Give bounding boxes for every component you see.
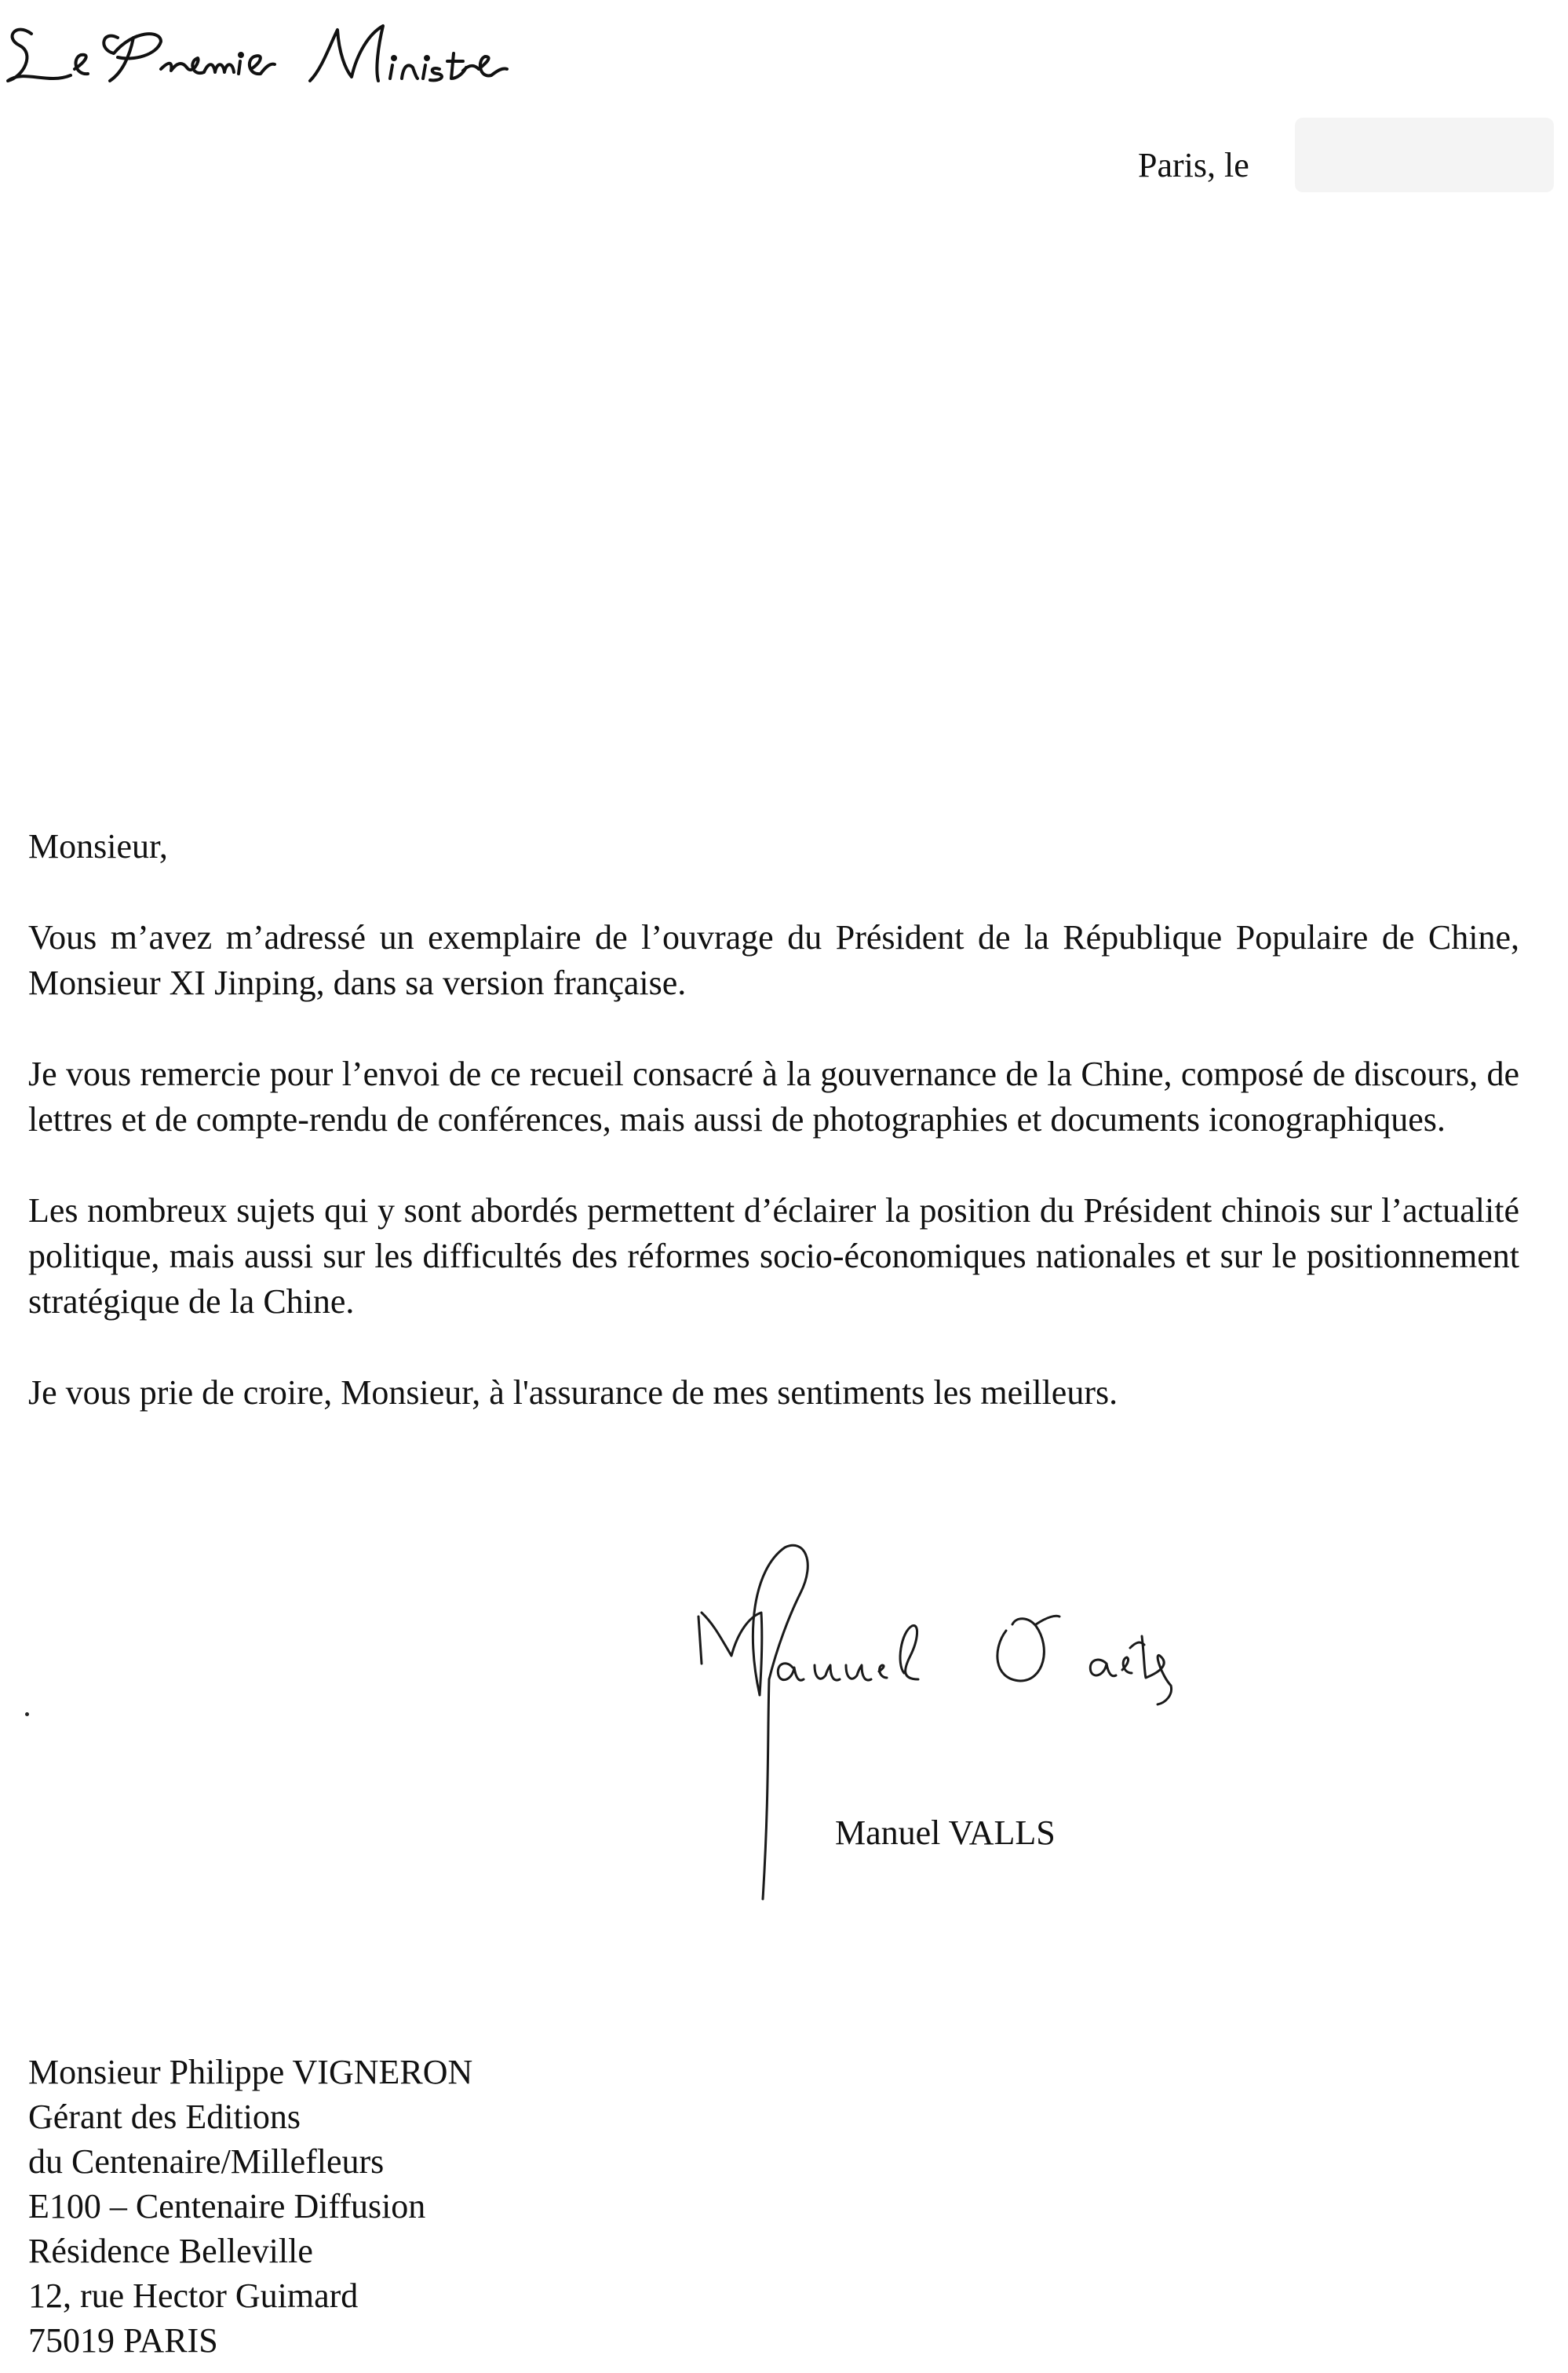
closing-paragraph: Je vous prie de croire, Monsieur, à l'assurance de mes sentiments les meilleurs. bbox=[28, 1373, 1118, 1412]
handwritten-signature bbox=[691, 1538, 1334, 1915]
address-line: du Centenaire/Millefleurs bbox=[28, 2142, 385, 2181]
address-line: 12, rue Hector Guimard bbox=[28, 2276, 359, 2315]
signatory-name: Manuel VALLS bbox=[835, 1813, 1056, 1852]
address-line: 75019 PARIS bbox=[28, 2321, 218, 2360]
redacted-date bbox=[1295, 118, 1554, 192]
letterhead-logo bbox=[0, 6, 565, 100]
scan-speck bbox=[25, 1712, 29, 1716]
paragraph-1: Vous m’avez m’adressé un exemplaire de l’ouvrage du Président de la République Populaire de Chine, Monsieur XI Jinping, dans sa version française. bbox=[28, 918, 1519, 1002]
salutation: Monsieur, bbox=[28, 827, 168, 866]
paragraph-3: Les nombreux sujets qui y sont abordés permettent d’éclairer la position du Président chinois sur l’actualité politique, mais aussi sur les difficultés des réformes socio-économiques nationales et sur le positionnement stratégique de la Chine. bbox=[28, 1191, 1519, 1321]
address-line: E100 – Centenaire Diffusion bbox=[28, 2187, 426, 2225]
paragraph-2: Je vous remercie pour l’envoi de ce recueil consacré à la gouvernance de la Chine, composé de discours, de lettres et de compte-rendu de conférences, mais aussi de photographies et documents iconographiques. bbox=[28, 1055, 1519, 1139]
address-line: Monsieur Philippe VIGNERON bbox=[28, 2053, 473, 2091]
date-line: Paris, le bbox=[1138, 146, 1249, 184]
recipient-address bbox=[28, 2050, 472, 2363]
address-line: Gérant des Editions bbox=[28, 2098, 301, 2136]
address-line: Résidence Belleville bbox=[28, 2232, 313, 2270]
letter-body bbox=[28, 824, 1519, 1416]
